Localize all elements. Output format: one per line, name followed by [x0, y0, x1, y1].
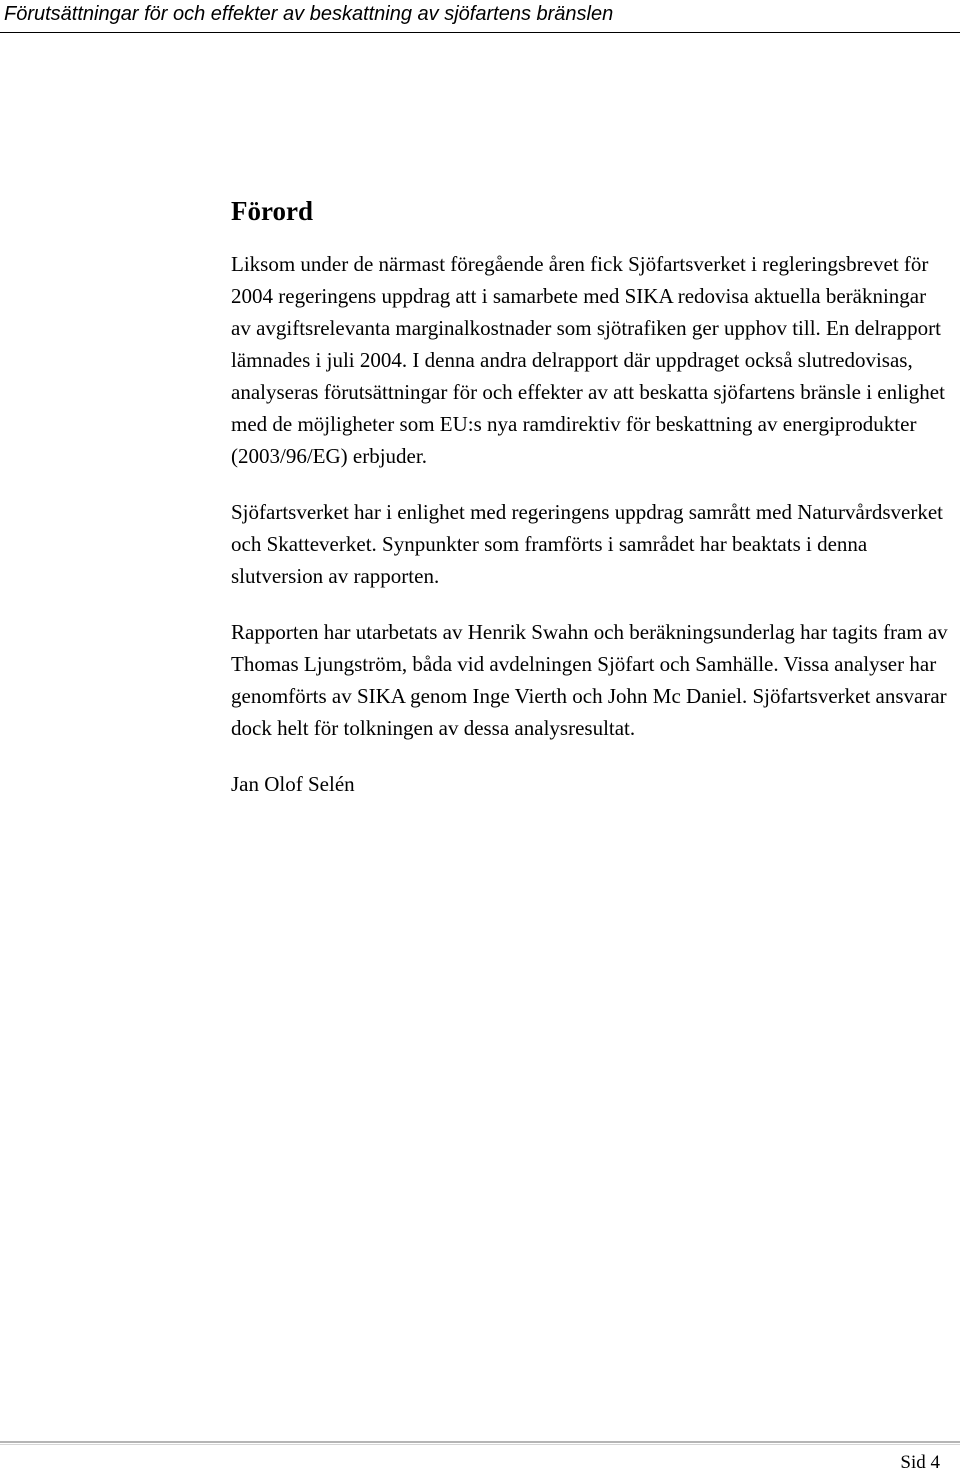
page-body — [231, 190, 951, 800]
header-divider — [0, 32, 960, 33]
signature: Jan Olof Selén — [231, 772, 355, 796]
running-header: Förutsättningar för och effekter av beskattning av sjöfartens bränslen — [4, 3, 614, 25]
paragraph-2: Sjöfartsverket har i enlighet med regeringens uppdrag samrått med Naturvårdsverket och Skatteverket. Synpunkter som framförts i samrådet har beaktats i denna slutversion av rapporten. — [231, 500, 944, 588]
paragraph-3: Rapporten har utarbetats av Henrik Swahn och beräkningsunderlag har tagits fram av Thomas Ljungström, båda vid avdelningen Sjöfart och Samhälle. Vissa analyser har genomförts av SIKA genom Inge Vierth och John Mc Daniel. Sjöfartsverket ansvarar dock helt för tolkningen av dessa analysresultat. — [231, 620, 948, 740]
footer-divider-secondary — [0, 1444, 960, 1445]
section-heading: Förord — [231, 196, 313, 226]
page-number: Sid 4 — [900, 1452, 940, 1473]
footer-divider — [0, 1441, 960, 1443]
paragraph-1: Liksom under de närmast föregående åren fick Sjöfartsverket i regleringsbrevet för 2004 regeringens uppdrag att i samarbete med SIKA redovisa aktuella beräkningar av avgiftsrelevanta marginalkostnader som sjötrafiken ger upphov till. En delrapport lämnades i juli 2004. I denna andra delrapport där uppdraget också slutredovisas, analyseras förutsättningar för och effekter av att beskatta sjöfartens bränsle i enlighet med de möjligheter som EU:s nya ramdirektiv för beskattning av energiprodukter (2003/96/EG) erbjuder. — [231, 252, 945, 468]
